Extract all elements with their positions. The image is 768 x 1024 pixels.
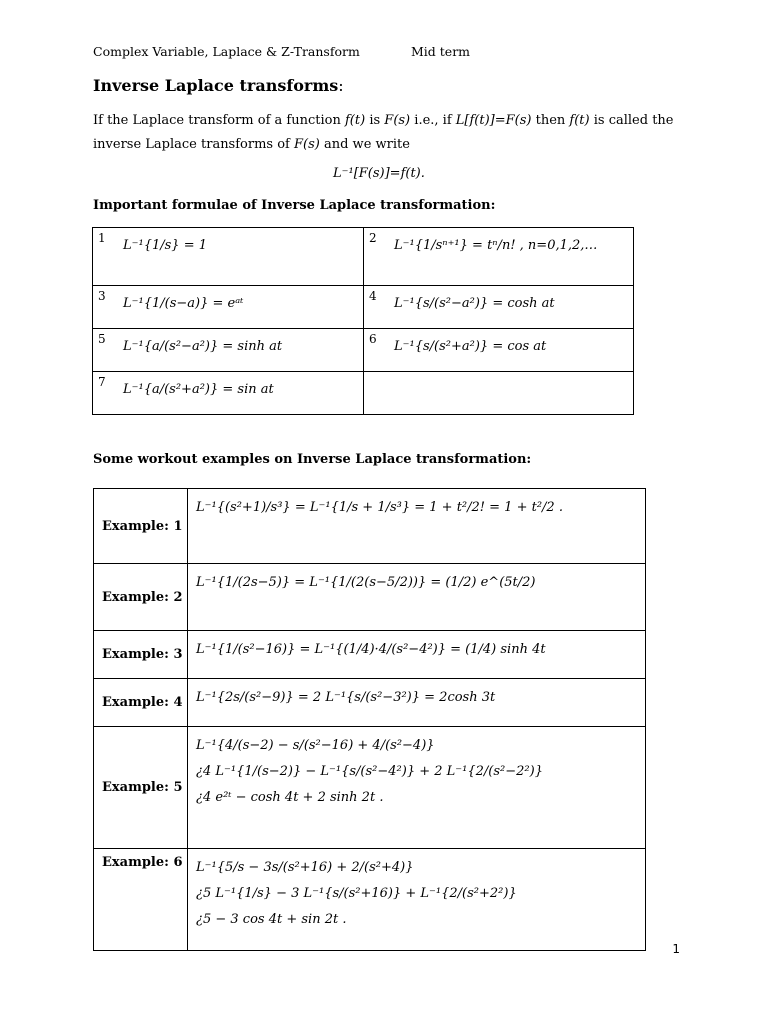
formula-cell: 1 L⁻¹{1/s} = 1 [93, 228, 364, 286]
formula-cell: 7 L⁻¹{a/(s²+a²)} = sin at [93, 372, 364, 415]
example-body: L⁻¹{1/(2s−5)} = L⁻¹{1/(2(s−5/2))} = (1/2) e^(5t/2) [188, 564, 646, 631]
example-body: L⁻¹{1/(s²−16)} = L⁻¹{(1/4)·4/(s²−4²)} = (1/4) sinh 4t [188, 631, 646, 679]
example-label: Example: 6 [94, 849, 188, 951]
example-body: L⁻¹{(s²+1)/s³} = L⁻¹{1/s + 1/s³} = 1 + t²/2! = 1 + t²/2 . [188, 489, 646, 564]
page-title: Inverse Laplace transforms: [93, 76, 344, 95]
formula-cell-empty [364, 372, 634, 415]
header-exam: Mid term [411, 44, 471, 59]
example-label: Example: 5 [94, 727, 188, 849]
example-label: Example: 2 [94, 564, 188, 631]
example-body: L⁻¹{2s/(s²−9)} = 2 L⁻¹{s/(s²−3²)} = 2cosh 3t [188, 679, 646, 727]
formula-cell: 6 L⁻¹{s/(s²+a²)} = cos at [364, 329, 634, 372]
intro-line-2: inverse Laplace transforms of F(s) and we write [93, 137, 410, 152]
formula-cell: 2 L⁻¹{1/sⁿ⁺¹} = tⁿ/n! , n=0,1,2,… [364, 228, 634, 286]
example-label: Example: 1 [94, 489, 188, 564]
formulae-heading: Important formulae of Inverse Laplace transformation: [93, 198, 496, 213]
formula-cell: 5 L⁻¹{a/(s²−a²)} = sinh at [93, 329, 364, 372]
example-body: L⁻¹{4/(s−2) − s/(s²−16) + 4/(s²−4)} ¿4 L⁻¹{1/(s−2)} − L⁻¹{s/(s²−4²)} + 2 L⁻¹{2/(s²−2²)} ¿4 e²ᵗ − cosh 4t + 2 sinh 2t . [188, 727, 646, 849]
header-course: Complex Variable, Laplace & Z-Transform [93, 44, 360, 59]
example-body: L⁻¹{5/s − 3s/(s²+16) + 2/(s²+4)} ¿5 L⁻¹{1/s} − 3 L⁻¹{s/(s²+16)} + L⁻¹{2/(s²+2²)} ¿5 − 3 cos 4t + sin 2t . [188, 849, 646, 951]
formulae-table [92, 227, 634, 415]
examples-heading: Some workout examples on Inverse Laplace transformation: [93, 452, 532, 467]
formula-cell: 3 L⁻¹{1/(s−a)} = eᵃᵗ [93, 286, 364, 329]
formula-cell: 4 L⁻¹{s/(s²−a²)} = cosh at [364, 286, 634, 329]
intro-line-1: If the Laplace transform of a function f(t) is F(s) i.e., if L[f(t)]=F(s) then f(t) is called the [93, 113, 674, 128]
example-label: Example: 4 [94, 679, 188, 727]
page-number: 1 [672, 942, 680, 956]
example-label: Example: 3 [94, 631, 188, 679]
examples-table [93, 488, 646, 951]
display-equation: L⁻¹[F(s)]=f(t). [333, 166, 425, 181]
